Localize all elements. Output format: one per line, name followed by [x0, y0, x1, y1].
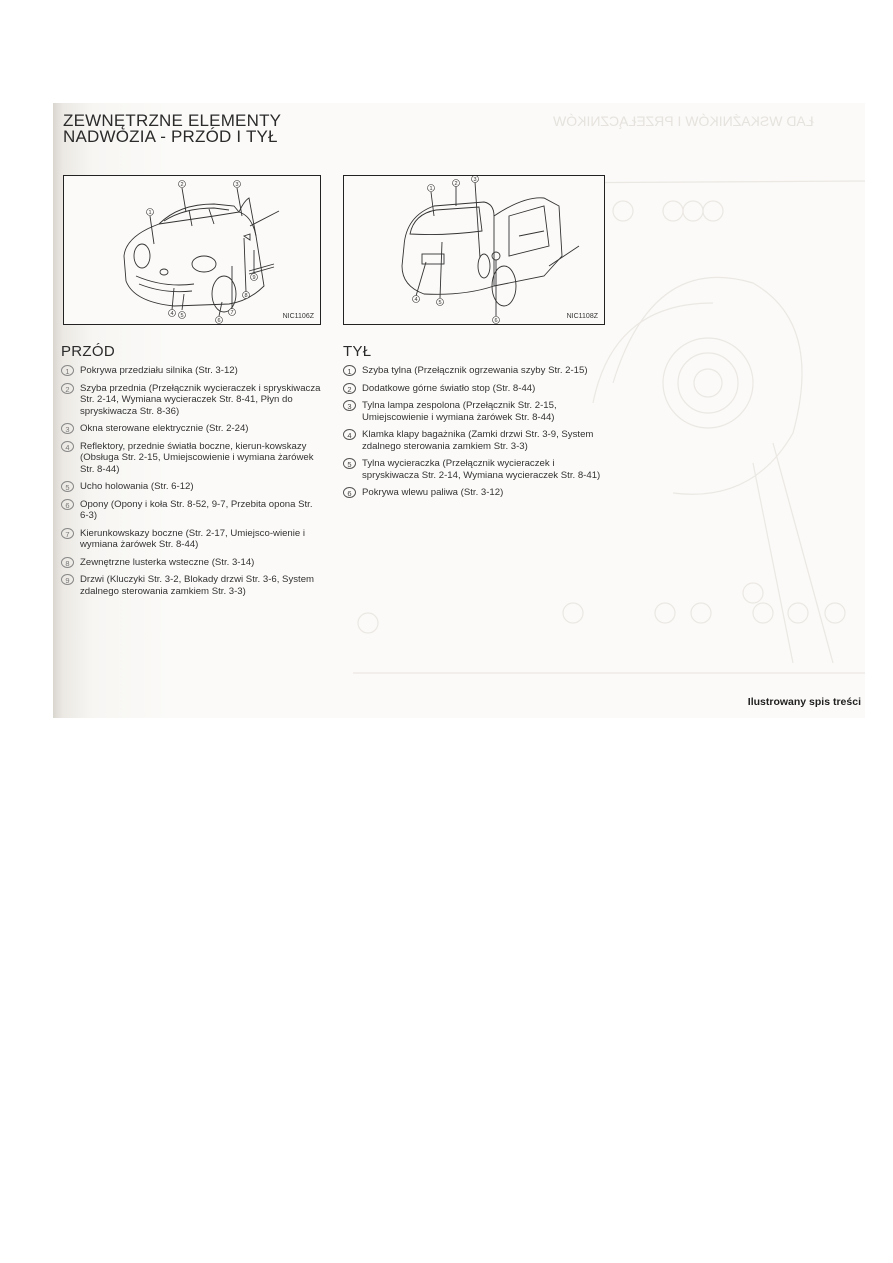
callout-number: 7: [61, 528, 74, 539]
list-item: [343, 383, 605, 395]
list-item: [61, 383, 323, 418]
svg-text:3: 3: [235, 182, 239, 188]
svg-text:1: 1: [429, 186, 433, 192]
item-text: Klamka klapy bagażnika (Zamki drzwi Str. 3-9, System zdalnego sterowania zamkiem Str. 3-3): [362, 429, 594, 452]
list-item: [61, 365, 323, 377]
front-heading: PRZÓD: [61, 343, 115, 360]
list-item: [61, 481, 323, 493]
front-car-figure: [63, 175, 321, 325]
page-title-line-2: NADWOZIA - PRZÓD I TYŁ: [63, 127, 278, 146]
item-text: Pokrywa wlewu paliwa (Str. 3-12): [362, 487, 504, 498]
front-parts-list: [61, 343, 323, 603]
page-title: [63, 113, 281, 145]
item-text: Tylna lampa zespolona (Przełącznik Str. 2-15, Umiejscowienie i wymiana żarówek Str. 8-44): [362, 400, 557, 423]
bleed-through-heading: ŁAD WSKAŹNIKÓW I PRZEŁĄCZNIKÓW: [553, 113, 814, 129]
front-figure-code: NIC1106Z: [282, 313, 314, 320]
item-text: Zewnętrzne lusterka wsteczne (Str. 3-14): [80, 556, 255, 568]
item-text: Szyba przednia (Przełącznik wycieraczek i spryskiwacza Str. 2-14, Wymiana wycieraczek Str. 8-41, Płyn do spryskiwacza Str. 8-36): [80, 382, 321, 417]
callout-number: 8: [61, 557, 74, 568]
callout-number: 6: [61, 499, 74, 510]
svg-text:9: 9: [252, 275, 256, 281]
svg-text:5: 5: [180, 313, 184, 319]
item-text: Reflektory, przednie światła boczne, kierun-kowskazy (Obsługa Str. 2-15, Umiejscowienie i wymiana żarówek Str. 8-44): [80, 440, 314, 475]
callout-number: 1: [61, 365, 74, 376]
callout-number: 3: [61, 423, 74, 434]
svg-text:4: 4: [414, 297, 418, 303]
svg-text:1: 1: [148, 210, 152, 216]
svg-text:4: 4: [170, 311, 174, 317]
rear-car-illustration: [344, 176, 606, 326]
list-item: [61, 557, 323, 569]
list-item: [343, 400, 605, 423]
rear-figure-code: NIC1108Z: [566, 313, 598, 320]
item-text: Ucho holowania (Str. 6-12): [80, 481, 194, 492]
list-item: [343, 487, 605, 499]
item-text: Szyba tylna (Przełącznik ogrzewania szyby Str. 2-15): [362, 365, 588, 376]
item-text: Drzwi (Kluczyki Str. 3-2, Blokady drzwi Str. 3-6, System zdalnego sterowania zamkiem Str. 3-3): [80, 574, 315, 597]
svg-text:7: 7: [230, 310, 234, 316]
item-text: Kierunkowskazy boczne (Str. 2-17, Umiejsco-wienie i wymiana żarówek Str. 8-44): [80, 527, 306, 550]
callout-number: 4: [343, 429, 356, 440]
callout-number: 6: [343, 487, 356, 498]
svg-text:8: 8: [244, 293, 248, 299]
scanned-page: [53, 103, 865, 718]
list-item: [61, 423, 323, 435]
svg-text:3: 3: [473, 177, 477, 183]
item-text: Tylna wycieraczka (Przełącznik wycieraczek i spryskiwacza Str. 2-14, Wymiana wycieraczek Str. 8-41): [362, 458, 601, 481]
callout-number: 1: [343, 365, 356, 376]
list-item: [343, 429, 605, 452]
callout-number: 2: [343, 383, 356, 394]
callout-number: 5: [343, 458, 356, 469]
rear-parts-list: [343, 343, 605, 505]
front-car-illustration: [64, 176, 322, 326]
svg-text:2: 2: [454, 181, 458, 187]
svg-text:2: 2: [180, 182, 184, 188]
svg-text:5: 5: [438, 300, 442, 306]
list-item: [343, 365, 605, 377]
callout-number: 4: [61, 441, 74, 452]
page-title-line-1: ZEWNĘTRZNE ELEMENTY: [63, 111, 282, 130]
list-item: [61, 499, 323, 522]
svg-text:6: 6: [217, 318, 221, 324]
list-item: [61, 528, 323, 551]
callout-number: 5: [61, 481, 74, 492]
svg-text:6: 6: [494, 318, 498, 324]
list-item: [61, 574, 323, 597]
list-item: [343, 458, 605, 481]
callout-number: 3: [343, 400, 356, 411]
callout-number: 2: [61, 383, 74, 394]
item-text: Pokrywa przedziału silnika (Str. 3-12): [80, 365, 238, 376]
item-text: Okna sterowane elektrycznie (Str. 2-24): [80, 423, 249, 434]
item-text: Opony (Opony i koła Str. 8-52, 9-7, Przebita opona Str. 6-3): [80, 498, 313, 521]
rear-heading: TYŁ: [343, 343, 372, 360]
rear-car-figure: [343, 175, 605, 325]
list-item: [61, 441, 323, 476]
page-footer: Ilustrowany spis treści: [747, 696, 861, 708]
item-text: Dodatkowe górne światło stop (Str. 8-44): [362, 382, 536, 394]
callout-number: 9: [61, 574, 74, 585]
